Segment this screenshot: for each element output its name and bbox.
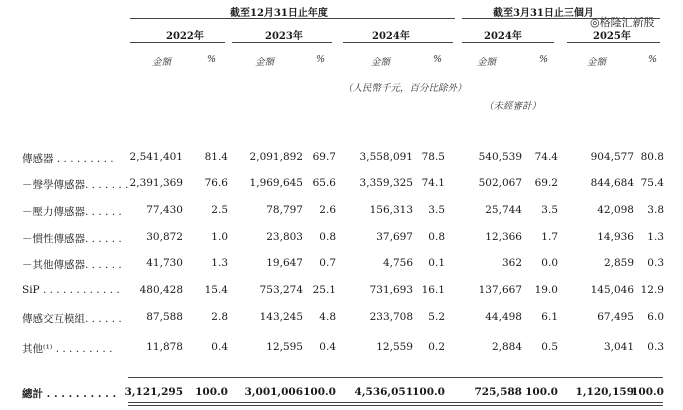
row-label: －壓力傳感器. . . . . . <box>22 206 122 218</box>
total-row <box>0 386 683 402</box>
total-pct-2022: 100.0 <box>195 386 228 398</box>
amount-2023-cell: 78,797 <box>266 204 303 216</box>
pct-2024-q1-cell: 0.0 <box>541 257 558 269</box>
amount-header: 金額 <box>152 57 172 68</box>
pct-2025-q1-cell: 0.3 <box>647 341 664 353</box>
pct-2023-cell: 65.6 <box>312 177 336 189</box>
rule-2024 <box>343 42 453 43</box>
pct-2025-q1-cell: 3.8 <box>647 204 664 216</box>
pct-2023-cell: 0.4 <box>319 341 336 353</box>
amount-2022-cell: 480,428 <box>139 284 183 296</box>
quarter-group-rule <box>462 18 660 19</box>
pct-header: % <box>316 54 326 65</box>
pct-2024-q1-cell: 74.4 <box>534 151 558 163</box>
amount-2024-q1-cell: 502,067 <box>478 177 522 189</box>
pct-header: % <box>648 54 658 65</box>
amount-2025-q1-cell: 42,098 <box>597 204 634 216</box>
row-label: 其他⁽¹⁾ . . . . . . . . . <box>22 343 113 355</box>
table-row <box>0 231 683 247</box>
rule-2025-q1 <box>567 42 660 43</box>
amount-2023-cell: 2,091,892 <box>249 151 303 163</box>
pct-2025-q1-cell: 1.3 <box>647 231 664 243</box>
row-label: SiP . . . . . . . . . . . . <box>22 284 120 296</box>
row-label: 傳感器 . . . . . . . . . <box>22 153 114 165</box>
pct-2024-cell: 3.5 <box>428 204 445 216</box>
pct-header: % <box>539 54 549 65</box>
amount-2024-cell: 3,558,091 <box>359 151 413 163</box>
amount-2023-cell: 23,803 <box>266 231 303 243</box>
quarter-group-header: 截至3月31日止三個月 <box>493 8 594 19</box>
amount-2022-cell: 11,878 <box>146 341 183 353</box>
pct-2024-q1-cell: 6.1 <box>541 311 558 323</box>
amount-2025-q1-cell: 14,936 <box>597 231 634 243</box>
year-header-2022: 2022年 <box>166 31 204 42</box>
pct-2023-cell: 2.6 <box>319 204 336 216</box>
total-pct-2024: 100.0 <box>412 386 445 398</box>
rule-2023 <box>232 42 332 43</box>
total-amount-2024: 4,536,051 <box>354 386 413 398</box>
unit-note: （人民幣千元，百分比除外） <box>343 83 467 94</box>
table-row <box>0 341 683 357</box>
amount-2024-q1-cell: 44,498 <box>485 311 522 323</box>
table-row <box>0 204 683 220</box>
unaudited-note: （未經審計） <box>484 101 542 112</box>
amount-2022-cell: 77,430 <box>146 204 183 216</box>
amount-2024-cell: 37,697 <box>376 231 413 243</box>
amount-2022-cell: 2,391,369 <box>129 177 183 189</box>
table-row <box>0 177 683 193</box>
row-label: －其他傳感器. . . . . . <box>22 259 122 271</box>
pct-2022-cell: 76.6 <box>204 177 228 189</box>
amount-2024-cell: 12,559 <box>376 341 413 353</box>
table-row <box>0 257 683 273</box>
total-amount-2023: 3,001,006 <box>244 386 303 398</box>
total-bottom-rule-2 <box>128 405 663 406</box>
pct-2022-cell: 81.4 <box>204 151 228 163</box>
amount-2025-q1-cell: 904,577 <box>590 151 634 163</box>
amount-2024-cell: 233,708 <box>369 311 413 323</box>
row-label: 傳感交互模組. . . . . . <box>22 313 122 325</box>
pct-2024-cell: 5.2 <box>428 311 445 323</box>
amount-header: 金額 <box>255 57 275 68</box>
amount-2024-cell: 156,313 <box>369 204 413 216</box>
amount-header: 金額 <box>587 57 607 68</box>
pct-2025-q1-cell: 80.8 <box>640 151 664 163</box>
row-label: －慣性傳感器. . . . . . <box>22 233 122 245</box>
amount-2025-q1-cell: 67,495 <box>597 311 634 323</box>
pct-2022-cell: 0.4 <box>211 341 228 353</box>
table-row <box>0 151 683 167</box>
pct-2024-q1-cell: 69.2 <box>534 177 558 189</box>
pct-2024-q1-cell: 0.5 <box>541 341 558 353</box>
pct-2025-q1-cell: 75.4 <box>640 177 664 189</box>
pct-2023-cell: 0.8 <box>319 231 336 243</box>
pct-2024-q1-cell: 19.0 <box>534 284 558 296</box>
amount-2023-cell: 12,595 <box>266 341 303 353</box>
annual-group-rule <box>130 18 455 19</box>
annual-group-header: 截至12月31日止年度 <box>230 8 328 19</box>
amount-2025-q1-cell: 3,041 <box>603 341 634 353</box>
pct-2024-cell: 74.1 <box>421 177 445 189</box>
pct-2023-cell: 25.1 <box>312 284 336 296</box>
pct-2024-cell: 78.5 <box>421 151 445 163</box>
amount-2023-cell: 19,647 <box>266 257 303 269</box>
amount-2024-q1-cell: 137,667 <box>478 284 522 296</box>
year-header-2024: 2024年 <box>372 31 410 42</box>
pct-2025-q1-cell: 12.9 <box>640 284 664 296</box>
amount-2022-cell: 41,730 <box>146 257 183 269</box>
year-header-2023: 2023年 <box>265 31 303 42</box>
rule-2024-q1 <box>462 42 554 43</box>
amount-2025-q1-cell: 844,684 <box>590 177 634 189</box>
total-bottom-rule-1 <box>128 402 663 403</box>
table-row <box>0 311 683 327</box>
pct-2022-cell: 2.5 <box>211 204 228 216</box>
pct-2022-cell: 15.4 <box>204 284 228 296</box>
pct-2024-cell: 16.1 <box>421 284 445 296</box>
total-label: 總計 . . . . . . . . . . <box>22 388 117 400</box>
table-row <box>0 284 683 300</box>
total-amount-2022: 3,121,295 <box>124 386 183 398</box>
amount-2022-cell: 87,588 <box>146 311 183 323</box>
amount-2024-cell: 731,693 <box>369 284 413 296</box>
total-pct-2023: 100.0 <box>303 386 336 398</box>
amount-header: 金額 <box>477 57 497 68</box>
amount-2022-cell: 30,872 <box>146 231 183 243</box>
total-pct-2025-q1: 100.0 <box>631 386 664 398</box>
amount-2024-q1-cell: 540,539 <box>478 151 522 163</box>
pct-2022-cell: 1.0 <box>211 231 228 243</box>
pct-2023-cell: 4.8 <box>319 311 336 323</box>
amount-2025-q1-cell: 145,046 <box>590 284 634 296</box>
pct-2025-q1-cell: 0.3 <box>647 257 664 269</box>
amount-2024-cell: 3,359,325 <box>359 177 413 189</box>
amount-2024-cell: 4,756 <box>382 257 413 269</box>
pct-2023-cell: 69.7 <box>312 151 336 163</box>
amount-2025-q1-cell: 2,859 <box>603 257 634 269</box>
year-header-2024-q1: 2024年 <box>484 31 522 42</box>
amount-2023-cell: 753,274 <box>259 284 303 296</box>
amount-2024-q1-cell: 2,884 <box>491 341 522 353</box>
pct-2023-cell: 0.7 <box>319 257 336 269</box>
pct-2024-cell: 0.8 <box>428 231 445 243</box>
pct-2022-cell: 2.8 <box>211 311 228 323</box>
row-label: －聲學傳感器. . . . . . . <box>22 179 129 191</box>
pct-2024-cell: 0.1 <box>428 257 445 269</box>
amount-2024-q1-cell: 25,744 <box>485 204 522 216</box>
pct-2024-cell: 0.2 <box>428 341 445 353</box>
amount-2024-q1-cell: 12,366 <box>485 231 522 243</box>
watermark: ◎格隆汇新股 <box>590 16 655 29</box>
year-header-2025-q1: 2025年 <box>593 31 631 42</box>
pct-2022-cell: 1.3 <box>211 257 228 269</box>
pct-2024-q1-cell: 3.5 <box>541 204 558 216</box>
pct-header: % <box>207 54 217 65</box>
total-top-rule <box>128 377 663 378</box>
pct-header: % <box>433 54 443 65</box>
amount-2024-q1-cell: 362 <box>501 257 522 269</box>
total-amount-2025-q1: 1,120,159 <box>575 386 634 398</box>
amount-2023-cell: 1,969,645 <box>249 177 303 189</box>
pct-2025-q1-cell: 6.0 <box>647 311 664 323</box>
total-amount-2024-q1: 725,588 <box>474 386 522 398</box>
total-pct-2024-q1: 100.0 <box>525 386 558 398</box>
amount-2023-cell: 143,245 <box>259 311 303 323</box>
amount-header: 金額 <box>371 57 391 68</box>
amount-2022-cell: 2,541,401 <box>129 151 183 163</box>
pct-2024-q1-cell: 1.7 <box>541 231 558 243</box>
rule-2022 <box>130 42 225 43</box>
